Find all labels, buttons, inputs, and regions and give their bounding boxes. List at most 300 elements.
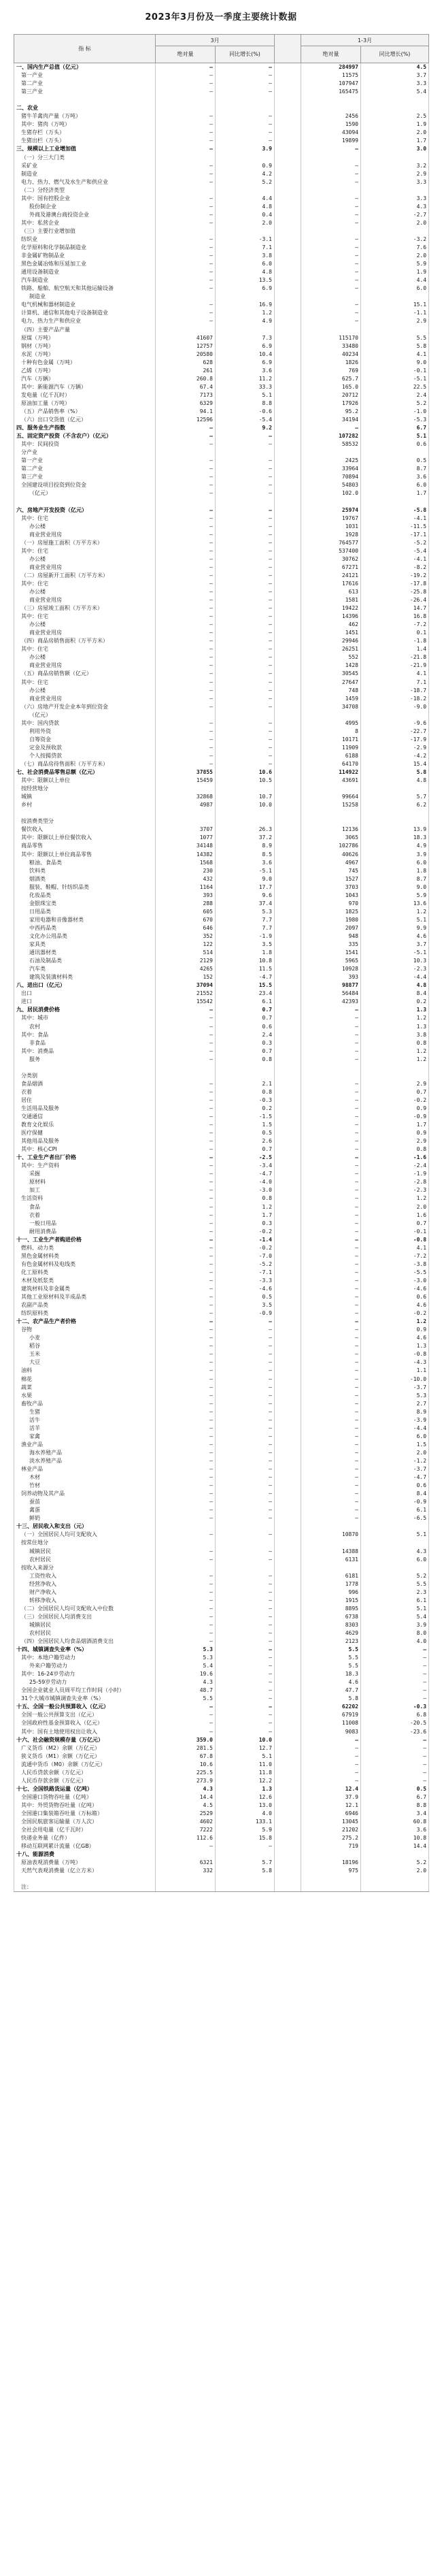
q1-growth-cell: — — [361, 1761, 429, 1769]
q1-value-cell: 8 — [301, 728, 361, 736]
indicator-cell: 其中：核心CPI — [14, 1145, 156, 1154]
q1-value-cell — [301, 104, 361, 112]
q1-value-cell: — — [301, 145, 361, 153]
march-value-cell: — — [156, 473, 216, 481]
table-row — [14, 629, 429, 637]
q1-growth-cell: -6.5 — [361, 1514, 429, 1522]
gap-cell — [275, 1145, 301, 1154]
march-value-cell: — — [156, 1703, 216, 1711]
march-value-cell: — — [156, 1547, 216, 1555]
march-value-cell: — — [156, 1006, 216, 1014]
q1-growth-cell: -5.4 — [361, 547, 429, 555]
table-row — [14, 1719, 429, 1727]
table-row — [14, 1646, 429, 1654]
march-growth-cell: -1.4 — [216, 1236, 275, 1244]
march-value-cell — [156, 809, 216, 817]
q1-value-cell: 1980 — [301, 916, 361, 924]
q1-value-cell: — — [301, 1244, 361, 1252]
indicator-cell: 进口 — [14, 998, 156, 1006]
indicator-cell: 七、社会消费品零售总额（亿元） — [14, 768, 156, 777]
indicator-cell: 建筑及装潢材料类 — [14, 973, 156, 981]
indicator-cell: 商业营业用房 — [14, 662, 156, 670]
q1-value-cell: 1031 — [301, 523, 361, 531]
table-row — [14, 867, 429, 875]
gap-cell — [275, 170, 301, 178]
march-growth-cell: -0.6 — [216, 408, 275, 416]
indicator-cell: 城镇居民 — [14, 1547, 156, 1555]
march-value-cell: 6329 — [156, 400, 216, 408]
gap-cell — [275, 662, 301, 670]
march-value-cell: — — [156, 1367, 216, 1375]
march-value-cell: — — [156, 1556, 216, 1564]
march-value-cell: — — [156, 613, 216, 621]
table-row — [14, 842, 429, 850]
table-row — [14, 1531, 429, 1539]
march-growth-cell: -4.6 — [216, 1285, 275, 1293]
march-value-cell — [156, 104, 216, 112]
table-row — [14, 235, 429, 244]
march-growth-cell: — — [216, 1605, 275, 1613]
indicator-cell: 第一产业 — [14, 457, 156, 465]
indicator-cell: 三、规模以上工业增加值 — [14, 145, 156, 153]
indicator-cell: 家具类 — [14, 941, 156, 949]
march-value-cell: 281.5 — [156, 1744, 216, 1752]
indicator-cell: 其中：私营企业 — [14, 219, 156, 227]
q1-growth-cell: -2.8 — [361, 1178, 429, 1186]
table-row — [14, 990, 429, 998]
indicator-cell: 十种有色金属（万吨） — [14, 359, 156, 367]
q1-growth-cell: 3.2 — [361, 162, 429, 170]
q1-growth-cell: 3.3 — [361, 80, 429, 88]
march-value-cell: 605 — [156, 908, 216, 916]
indicator-cell: 中西药品类 — [14, 924, 156, 932]
march-growth-cell: — — [216, 728, 275, 736]
gap-cell — [275, 244, 301, 252]
march-growth-cell: 1.3 — [216, 1785, 275, 1793]
table-row — [14, 1539, 429, 1547]
table-row — [14, 908, 429, 916]
march-value-cell: — — [156, 1597, 216, 1605]
q1-growth-cell: -5.8 — [361, 506, 429, 515]
indicator-cell: 其中：城市 — [14, 1014, 156, 1022]
gap-cell — [275, 1875, 301, 1883]
q1-growth-cell: -3.0 — [361, 1277, 429, 1285]
indicator-cell: 钢材（万吨） — [14, 342, 156, 350]
gap-cell — [275, 367, 301, 375]
q1-growth-cell: 8.9 — [361, 1408, 429, 1416]
table-row — [14, 1678, 429, 1686]
q1-value-cell: — — [301, 244, 361, 252]
table-row — [14, 1318, 429, 1326]
march-growth-cell: 3.5 — [216, 1301, 275, 1309]
q1-value-cell: — — [301, 1121, 361, 1129]
gap-cell — [275, 924, 301, 932]
indicator-cell: 采掘 — [14, 1170, 156, 1178]
march-growth-cell: 9.2 — [216, 424, 275, 432]
table-row — [14, 1211, 429, 1220]
gap-cell — [275, 1498, 301, 1506]
indicator-cell: 其中：消费品 — [14, 1047, 156, 1056]
gap-cell — [275, 1064, 301, 1072]
march-value-cell — [156, 785, 216, 793]
q1-growth-cell — [361, 186, 429, 195]
indicator-cell: 移动互联网累计流量（亿GB） — [14, 1842, 156, 1851]
q1-value-cell: — — [301, 1416, 361, 1424]
q1-growth-cell: — — [361, 1654, 429, 1662]
q1-growth-cell: -4.1 — [361, 515, 429, 523]
q1-value-cell: 102.0 — [301, 489, 361, 498]
march-value-cell: — — [156, 1728, 216, 1736]
table-row — [14, 293, 429, 301]
q1-growth-cell: 4.9 — [361, 842, 429, 850]
q1-value-cell: — — [301, 1350, 361, 1358]
q1-growth-cell: 15.4 — [361, 760, 429, 768]
q1-growth-cell: 3.4 — [361, 1810, 429, 1818]
q1-growth-cell: — — [361, 1686, 429, 1695]
table-row — [14, 998, 429, 1006]
q1-value-cell: 6131 — [301, 1556, 361, 1564]
march-value-cell: — — [156, 71, 216, 80]
q1-growth-cell: -3.9 — [361, 1416, 429, 1424]
table-row — [14, 408, 429, 416]
gap-cell — [275, 391, 301, 400]
march-value-cell: — — [156, 63, 216, 72]
indicator-cell: 鲜奶 — [14, 1514, 156, 1522]
gap-cell — [275, 80, 301, 88]
march-value-cell: 225.5 — [156, 1769, 216, 1777]
march-value-cell: 393 — [156, 892, 216, 900]
table-row — [14, 145, 429, 153]
q1-value-cell: — — [301, 1498, 361, 1506]
q1-growth-cell — [361, 817, 429, 826]
march-growth-cell: — — [216, 588, 275, 596]
march-growth-cell: 37.2 — [216, 834, 275, 842]
march-value-cell: — — [156, 1162, 216, 1170]
indicator-cell: 家禽 — [14, 1433, 156, 1441]
gap-cell — [275, 498, 301, 506]
table-row — [14, 1170, 429, 1178]
march-growth-cell: 2.0 — [216, 219, 275, 227]
gap-cell — [275, 875, 301, 883]
indicator-cell: 全社会用电量（亿千瓦时） — [14, 1826, 156, 1834]
table-row — [14, 1473, 429, 1482]
q1-value-cell: 2425 — [301, 457, 361, 465]
gap-cell — [275, 1580, 301, 1588]
indicator-cell: 按收入来源分 — [14, 1564, 156, 1572]
gap-cell — [275, 104, 301, 112]
march-value-cell: 646 — [156, 924, 216, 932]
q1-value-cell: — — [301, 252, 361, 260]
indicator-cell — [14, 1064, 156, 1072]
gap-cell — [275, 957, 301, 965]
table-row — [14, 400, 429, 408]
march-value-cell — [156, 1064, 216, 1072]
gap-cell — [275, 588, 301, 596]
q1-growth-cell — [361, 1851, 429, 1859]
q1-growth-cell: 0.6 — [361, 1293, 429, 1301]
indicator-cell: 流通中货币（M0）余额（万亿元） — [14, 1761, 156, 1769]
q1-value-cell: — — [301, 162, 361, 170]
q1-growth-cell: 6.1 — [361, 1597, 429, 1605]
q1-value-cell: — — [301, 1113, 361, 1121]
q1-value-cell: — — [301, 1293, 361, 1301]
q1-value-cell: — — [301, 1309, 361, 1318]
q1-value-cell: 15258 — [301, 801, 361, 809]
march-growth-cell — [216, 1564, 275, 1572]
march-growth-cell: — — [216, 1318, 275, 1326]
gap-cell — [275, 1564, 301, 1572]
table-row — [14, 227, 429, 235]
indicator-cell: （五）商品房销售额（亿元） — [14, 670, 156, 678]
table-row — [14, 736, 429, 744]
indicator-cell: 其中：限额以上单位餐饮收入 — [14, 834, 156, 842]
q1-growth-cell: -1.2 — [361, 1457, 429, 1465]
q1-growth-cell: -17.8 — [361, 580, 429, 588]
march-value-cell — [156, 186, 216, 195]
indicator-cell: 农村居民 — [14, 1629, 156, 1637]
indicator-cell: 六、房地产开发投资（亿元） — [14, 506, 156, 515]
gap-cell — [275, 834, 301, 842]
table-row — [14, 924, 429, 932]
gap-cell — [275, 1514, 301, 1522]
indicator-cell: 农村居民 — [14, 1556, 156, 1564]
q1-value-cell: 56484 — [301, 990, 361, 998]
march-growth-cell: 12.6 — [216, 1793, 275, 1801]
table-row — [14, 1408, 429, 1416]
march-value-cell: 4987 — [156, 801, 216, 809]
indicator-cell: 发电量（亿千瓦时） — [14, 391, 156, 400]
march-growth-cell: 13.0 — [216, 1801, 275, 1810]
march-value-cell: — — [156, 1514, 216, 1522]
gap-cell — [275, 1457, 301, 1465]
gap-cell — [275, 400, 301, 408]
gap-cell — [275, 1613, 301, 1621]
indicator-cell: 办公楼 — [14, 653, 156, 662]
q1-value-cell: 5.8 — [301, 1695, 361, 1703]
march-value-cell: — — [156, 515, 216, 523]
q1-growth-cell: 6.0 — [361, 1556, 429, 1564]
q1-value-cell: 34194 — [301, 416, 361, 424]
indicator-cell: 教育文化娱乐 — [14, 1121, 156, 1129]
q1-growth-cell: — — [361, 1736, 429, 1744]
gap-cell — [275, 539, 301, 547]
q1-value-cell: 6946 — [301, 1810, 361, 1818]
q1-value-cell: 6738 — [301, 1613, 361, 1621]
table-row — [14, 941, 429, 949]
march-growth-cell: 0.4 — [216, 211, 275, 219]
indicator-cell: 纺织原料类 — [14, 1309, 156, 1318]
march-value-cell: — — [156, 1572, 216, 1580]
gap-cell — [275, 334, 301, 342]
indicator-cell: 其中：民间投资 — [14, 440, 156, 449]
table-row — [14, 276, 429, 284]
indicator-cell: 全国政府性基金预算收入（亿元） — [14, 1719, 156, 1727]
table-row — [14, 1022, 429, 1030]
q1-value-cell: — — [301, 1211, 361, 1220]
gap-cell — [275, 186, 301, 195]
q1-growth-cell: -5.3 — [361, 416, 429, 424]
table-row — [14, 547, 429, 555]
march-growth-cell: — — [216, 621, 275, 629]
gap-cell — [275, 703, 301, 711]
march-growth-cell: -3.1 — [216, 235, 275, 244]
indicator-cell: 生猪 — [14, 1408, 156, 1416]
q1-value-cell: 11008 — [301, 1719, 361, 1727]
march-growth-cell: — — [216, 1842, 275, 1851]
q1-growth-cell: -2.9 — [361, 744, 429, 752]
table-row — [14, 653, 429, 662]
table-row — [14, 1031, 429, 1039]
march-value-cell: 32868 — [156, 793, 216, 801]
table-row — [14, 1662, 429, 1670]
q1-value-cell — [301, 711, 361, 719]
march-value-cell: 4.3 — [156, 1785, 216, 1793]
march-value-cell: — — [156, 679, 216, 687]
march-growth-cell: 10.4 — [216, 350, 275, 359]
march-growth-cell: — — [216, 687, 275, 695]
indicator-cell: 十八、能源消费 — [14, 1851, 156, 1859]
march-value-cell: — — [156, 1293, 216, 1301]
march-growth-cell: — — [216, 129, 275, 137]
march-growth-cell: -1.9 — [216, 932, 275, 941]
q1-value-cell: — — [301, 301, 361, 309]
indicator-cell: 汽车制造业 — [14, 276, 156, 284]
header-gap — [275, 35, 301, 63]
indicator-cell: 非食品 — [14, 1039, 156, 1047]
q1-value-cell: — — [301, 1096, 361, 1105]
march-value-cell: 7173 — [156, 391, 216, 400]
q1-value-cell: — — [301, 1441, 361, 1449]
q1-growth-cell: 4.3 — [361, 203, 429, 211]
indicator-cell: 九、居民消费价格 — [14, 1006, 156, 1014]
indicator-cell: 其中：国内贷款 — [14, 719, 156, 728]
indicator-cell: 汽车（万辆） — [14, 375, 156, 383]
march-growth-cell: 7.3 — [216, 334, 275, 342]
q1-value-cell: 552 — [301, 653, 361, 662]
q1-growth-cell: — — [361, 1695, 429, 1703]
q1-value-cell: 537400 — [301, 547, 361, 555]
q1-growth-cell: -1.0 — [361, 408, 429, 416]
q1-growth-cell: 4.3 — [361, 1547, 429, 1555]
march-growth-cell: — — [216, 752, 275, 760]
march-growth-cell: -3.4 — [216, 1162, 275, 1170]
q1-value-cell: — — [301, 1047, 361, 1056]
indicator-cell: 家用电器和音像器材类 — [14, 916, 156, 924]
table-row — [14, 1047, 429, 1056]
march-growth-cell: — — [216, 1375, 275, 1384]
table-row — [14, 679, 429, 687]
indicator-cell: 全国建设项目投资到位资金 — [14, 481, 156, 489]
indicator-cell: 其中：国有土地使用权出让收入 — [14, 1728, 156, 1736]
march-value-cell: — — [156, 268, 216, 276]
march-value-cell — [156, 96, 216, 104]
q1-value-cell: 114922 — [301, 768, 361, 777]
march-growth-cell: 17.7 — [216, 883, 275, 892]
gap-cell — [275, 1883, 301, 1892]
q1-growth-cell: 6.7 — [361, 1793, 429, 1801]
gap-cell — [275, 293, 301, 301]
q1-value-cell: — — [301, 1392, 361, 1400]
march-value-cell: — — [156, 1400, 216, 1408]
table-row — [14, 817, 429, 826]
march-growth-cell: 10.5 — [216, 777, 275, 785]
gap-cell — [275, 621, 301, 629]
gap-cell — [275, 63, 301, 72]
table-row — [14, 1564, 429, 1572]
gap-cell — [275, 1473, 301, 1482]
q1-value-cell: — — [301, 1490, 361, 1498]
q1-value-cell: 43691 — [301, 777, 361, 785]
march-value-cell: — — [156, 1408, 216, 1416]
q1-value-cell: 6181 — [301, 1572, 361, 1580]
gap-cell — [275, 473, 301, 481]
q1-value-cell: 5.5 — [301, 1662, 361, 1670]
indicator-cell: 人民币存款余额（万亿元） — [14, 1777, 156, 1785]
table-row — [14, 219, 429, 227]
march-growth-cell — [216, 711, 275, 719]
gap-cell — [275, 375, 301, 383]
table-row — [14, 1145, 429, 1154]
gap-cell — [275, 883, 301, 892]
q1-value-cell — [301, 449, 361, 457]
table-row — [14, 1392, 429, 1400]
q1-growth-cell: 5.4 — [361, 88, 429, 96]
q1-growth-cell: 2.0 — [361, 1867, 429, 1875]
gap-cell — [275, 1096, 301, 1105]
march-growth-cell: 6.9 — [216, 342, 275, 350]
indicator-cell: 工资性收入 — [14, 1572, 156, 1580]
indicator-cell: 狭义货币（M1）余额（万亿元） — [14, 1752, 156, 1761]
gap-cell — [275, 359, 301, 367]
march-growth-cell: 6.9 — [216, 359, 275, 367]
q1-growth-cell: 15.1 — [361, 301, 429, 309]
q1-value-cell: 18.3 — [301, 1670, 361, 1678]
table-body — [14, 63, 429, 1892]
q1-value-cell: — — [301, 203, 361, 211]
march-value-cell: 5.3 — [156, 1654, 216, 1662]
gap-cell — [275, 506, 301, 515]
march-value-cell: 12596 — [156, 416, 216, 424]
table-row — [14, 1350, 429, 1358]
march-growth-cell: 1.7 — [216, 1211, 275, 1220]
table-row — [14, 1056, 429, 1064]
table-row — [14, 1695, 429, 1703]
march-growth-cell: 33.3 — [216, 383, 275, 391]
march-growth-cell: 8.8 — [216, 400, 275, 408]
q1-value-cell: — — [301, 284, 361, 293]
indicator-cell: （一）全国居民人均可支配收入 — [14, 1531, 156, 1539]
march-growth-cell — [216, 1539, 275, 1547]
q1-value-cell: — — [301, 1194, 361, 1203]
table-row — [14, 1810, 429, 1818]
gap-cell — [275, 1842, 301, 1851]
march-growth-cell: — — [216, 744, 275, 752]
march-value-cell — [156, 711, 216, 719]
march-growth-cell: — — [216, 1654, 275, 1662]
q1-growth-cell: 4.1 — [361, 350, 429, 359]
gap-cell — [275, 1769, 301, 1777]
gap-cell — [275, 252, 301, 260]
q1-growth-cell: 3.8 — [361, 1031, 429, 1039]
march-growth-cell: -0.2 — [216, 1244, 275, 1252]
header-q1-value: 绝对量 — [301, 46, 361, 63]
march-growth-cell: — — [216, 1728, 275, 1736]
q1-value-cell: 70894 — [301, 473, 361, 481]
gap-cell — [275, 129, 301, 137]
q1-value-cell: 3703 — [301, 883, 361, 892]
q1-value-cell: 5965 — [301, 957, 361, 965]
march-value-cell: — — [156, 637, 216, 645]
